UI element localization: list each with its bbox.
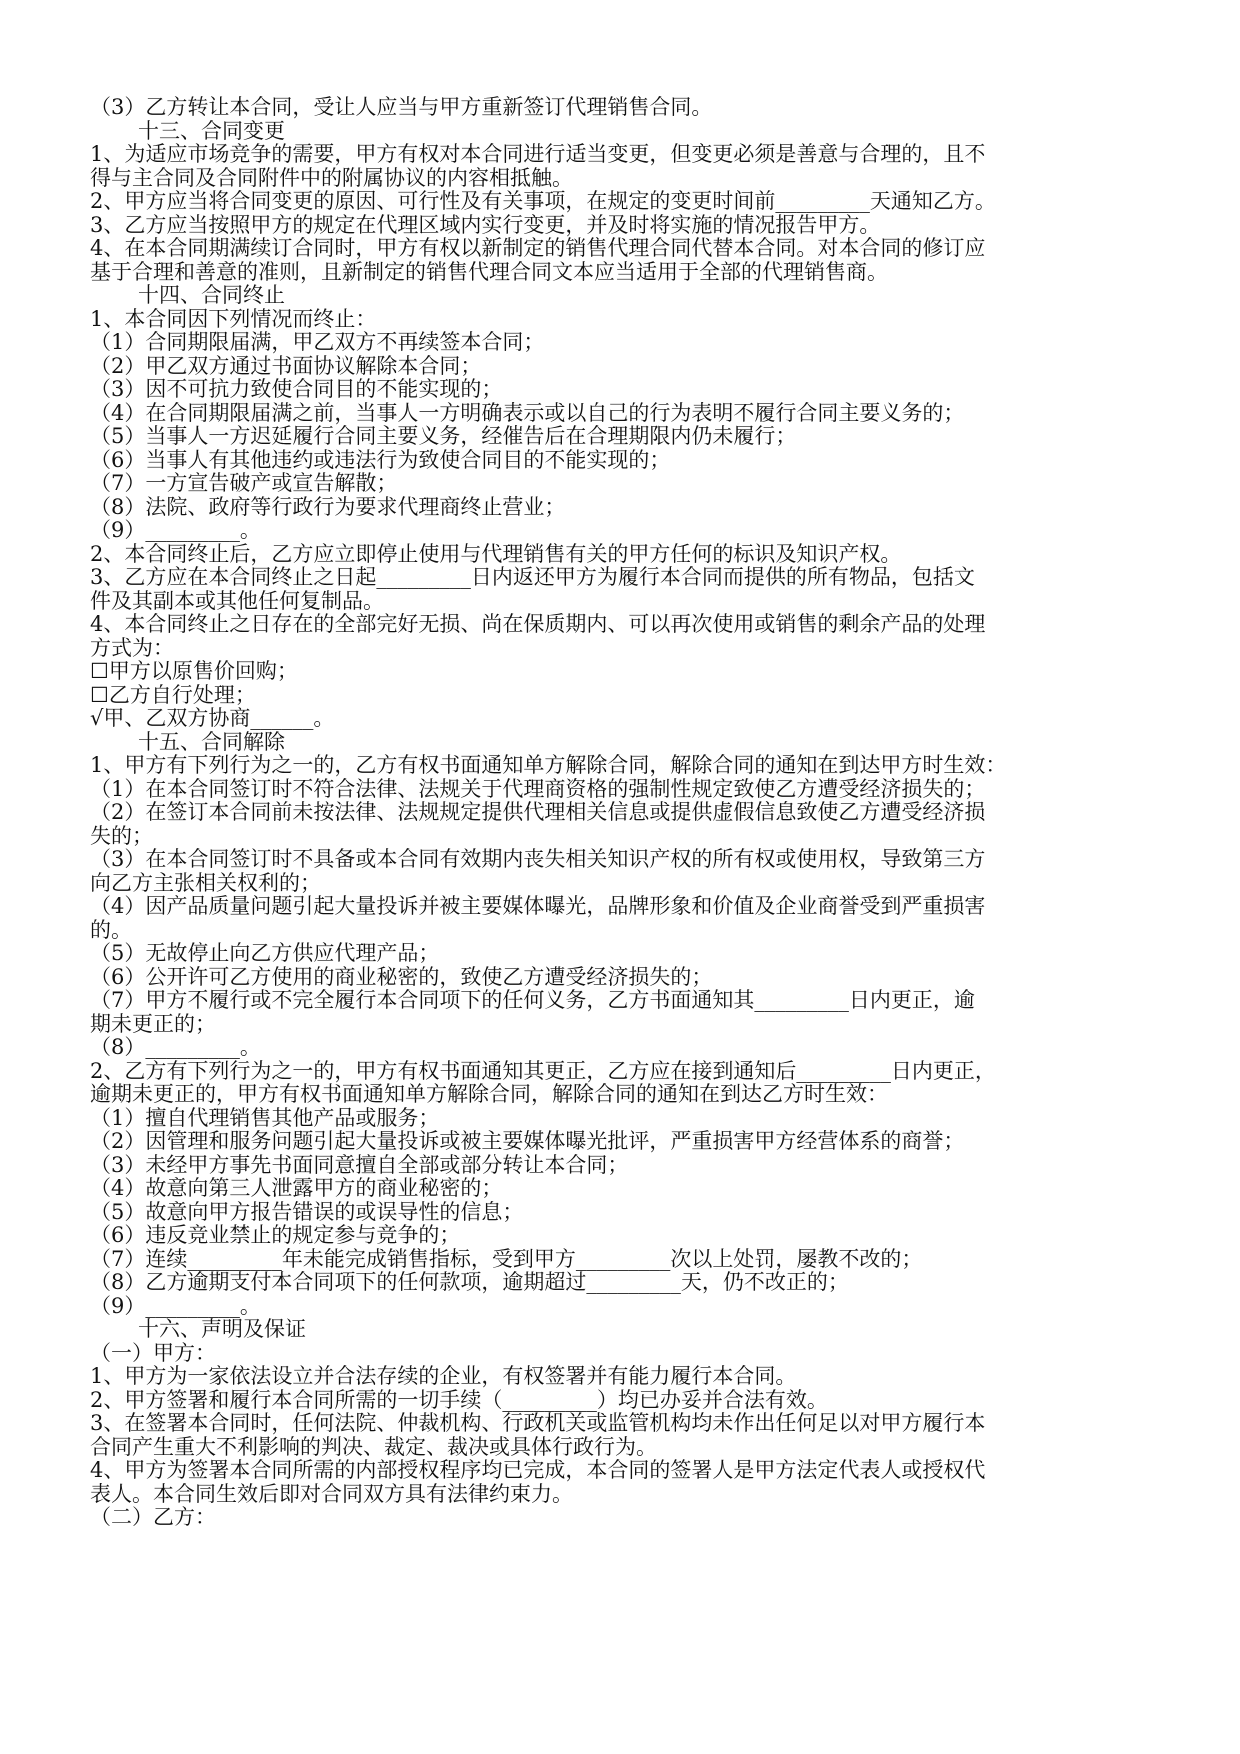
text-line: 向乙方主张相关权利的； xyxy=(90,871,321,895)
text-line: （7）连续_________年未能完成销售指标，受到甲方_________次以上处罚，屡教不改的； xyxy=(90,1247,923,1271)
text-line: （4）因产品质量问题引起大量投诉并被主要媒体曝光，品牌形象和价值及企业商誉受到严重损害 xyxy=(90,895,986,918)
section-heading: 十四、合同终止 xyxy=(138,284,285,307)
text-line: （5）当事人一方迟延履行合同主要义务，经催告后在合理期限内仍未履行； xyxy=(90,425,797,448)
text-line: （7）一方宣告破产或宣告解散； xyxy=(90,472,398,495)
text-line: （3）因不可抗力致使合同目的不能实现的； xyxy=(90,378,503,401)
text-line: 1、本合同因下列情况而终止： xyxy=(90,307,377,331)
text-line: （3）在本合同签订时不具备或本合同有效期内丧失相关知识产权的所有权或使用权，导致第三方 xyxy=(90,848,986,871)
text-line: （6）公开许可乙方使用的商业秘密的，致使乙方遭受经济损失的； xyxy=(90,965,713,989)
text-line: 得与主合同及合同附件中的附属协议的内容相抵触。 xyxy=(90,166,573,190)
text-line: 件及其副本或其他任何复制品。 xyxy=(90,589,384,613)
text-line: 1、为适应市场竞争的需要，甲方有权对本合同进行适当变更，但变更必须是善意与合理的，且不 xyxy=(90,143,986,166)
section-heading: 十六、声明及保证 xyxy=(138,1318,306,1341)
text-line: （2）在签订本合同前未按法律、法规规定提供代理相关信息或提供虚假信息致使乙方遭受经济损 xyxy=(90,801,986,824)
section-heading: 十五、合同解除 xyxy=(138,730,285,754)
text-line: 3、乙方应在本合同终止之日起_________日内返还甲方为履行本合同而提供的所有物品，包括文 xyxy=(90,566,975,589)
text-line: （二）乙方： xyxy=(90,1506,216,1529)
text-line: 1、甲方为一家依法设立并合法存续的企业，有权签署并有能力履行本合同。 xyxy=(90,1365,797,1388)
text-line: （2）因管理和服务问题引起大量投诉或被主要媒体曝光批评，严重损害甲方经营体系的商誉； xyxy=(90,1130,965,1153)
text-line: （8）_________。 xyxy=(90,1036,261,1059)
text-line: 3、在签署本合同时，任何法院、仲裁机构、行政机关或监管机构均未作出任何足以对甲方履行本 xyxy=(90,1412,986,1435)
text-line: （4）在合同期限届满之前，当事人一方明确表示或以自己的行为表明不履行合同主要义务的； xyxy=(90,401,965,425)
text-line: 表人。本合同生效后即对合同双方具有法律约束力。 xyxy=(90,1482,573,1506)
text-line: （6）违反竞业禁止的规定参与竞争的； xyxy=(90,1224,461,1247)
text-line: （5）故意向甲方报告错误的或误导性的信息； xyxy=(90,1200,524,1224)
text-line: （3）乙方转让本合同，受让人应当与甲方重新签订代理销售合同。 xyxy=(90,96,713,119)
text-line: 期未更正的； xyxy=(90,1012,216,1036)
text-line: 逾期未更正的，甲方有权书面通知单方解除合同，解除合同的通知在到达乙方时生效： xyxy=(90,1083,888,1106)
text-line: 2、本合同终止后，乙方应立即停止使用与代理销售有关的甲方任何的标识及知识产权。 xyxy=(90,542,902,566)
text-line: （9）_________。 xyxy=(90,1294,261,1318)
text-line: 基于合理和善意的准则，且新制定的销售代理合同文本应当适用于全部的代理销售商。 xyxy=(90,260,888,284)
text-line: （8）乙方逾期支付本合同项下的任何款项，逾期超过_________天，仍不改正的； xyxy=(90,1271,849,1294)
text-line: 方式为： xyxy=(90,636,174,660)
text-line: （1）合同期限届满，甲乙双方不再续签本合同； xyxy=(90,331,545,354)
text-line: ☐甲方以原售价回购； xyxy=(90,660,298,683)
text-line: 2、甲方签署和履行本合同所需的一切手续（_________）均已办妥并合法有效。 xyxy=(90,1388,828,1412)
text-line: ☐乙方自行处理； xyxy=(90,683,256,707)
text-line: （3）未经甲方事先书面同意擅自全部或部分转让本合同； xyxy=(90,1153,629,1177)
text-line: （4）故意向第三人泄露甲方的商业秘密的； xyxy=(90,1177,503,1200)
text-line: 合同产生重大不利影响的判决、裁定、裁决或具体行政行为。 xyxy=(90,1435,657,1459)
text-line: （一）甲方： xyxy=(90,1341,216,1365)
text-line: 3、乙方应当按照甲方的规定在代理区域内实行变更，并及时将实施的情况报告甲方。 xyxy=(90,213,881,237)
text-line: （1）擅自代理销售其他产品或服务； xyxy=(90,1106,440,1130)
text-line: 失的； xyxy=(90,824,153,848)
text-line: √甲、乙双方协商______。 xyxy=(90,707,335,730)
text-line: （7）甲方不履行或不完全履行本合同项下的任何义务，乙方书面通知其_________日内更正，逾 xyxy=(90,989,975,1012)
text-line: 2、乙方有下列行为之一的，甲方有权书面通知其更正，乙方应在接到通知后_________日内更正， xyxy=(90,1059,996,1083)
text-line: （1）在本合同签订时不符合法律、法规关于代理商资格的强制性规定致使乙方遭受经济损失的； xyxy=(90,777,986,801)
text-line: （8）法院、政府等行政行为要求代理商终止营业； xyxy=(90,495,566,519)
contract-page-body xyxy=(90,96,1190,1530)
text-line: （9）_________。 xyxy=(90,519,261,542)
text-line: 1、甲方有下列行为之一的，乙方有权书面通知单方解除合同，解除合同的通知在到达甲方时生效： xyxy=(90,754,1007,777)
text-line: 4、本合同终止之日存在的全部完好无损、尚在保质期内、可以再次使用或销售的剩余产品的处理 xyxy=(90,613,986,636)
text-line: （2）甲乙双方通过书面协议解除本合同； xyxy=(90,354,482,378)
text-line: 的。 xyxy=(90,918,132,942)
text-line: （5）无故停止向乙方供应代理产品； xyxy=(90,942,440,965)
section-heading: 十三、合同变更 xyxy=(138,119,285,143)
text-line: 4、甲方为签署本合同所需的内部授权程序均已完成，本合同的签署人是甲方法定代表人或授权代 xyxy=(90,1459,986,1482)
text-line: 4、在本合同期满续订合同时，甲方有权以新制定的销售代理合同代替本合同。对本合同的修订应 xyxy=(90,237,986,260)
text-line: 2、甲方应当将合同变更的原因、可行性及有关事项，在规定的变更时间前_________天通知乙方。 xyxy=(90,190,996,213)
text-line: （6）当事人有其他违约或违法行为致使合同目的不能实现的； xyxy=(90,448,671,472)
